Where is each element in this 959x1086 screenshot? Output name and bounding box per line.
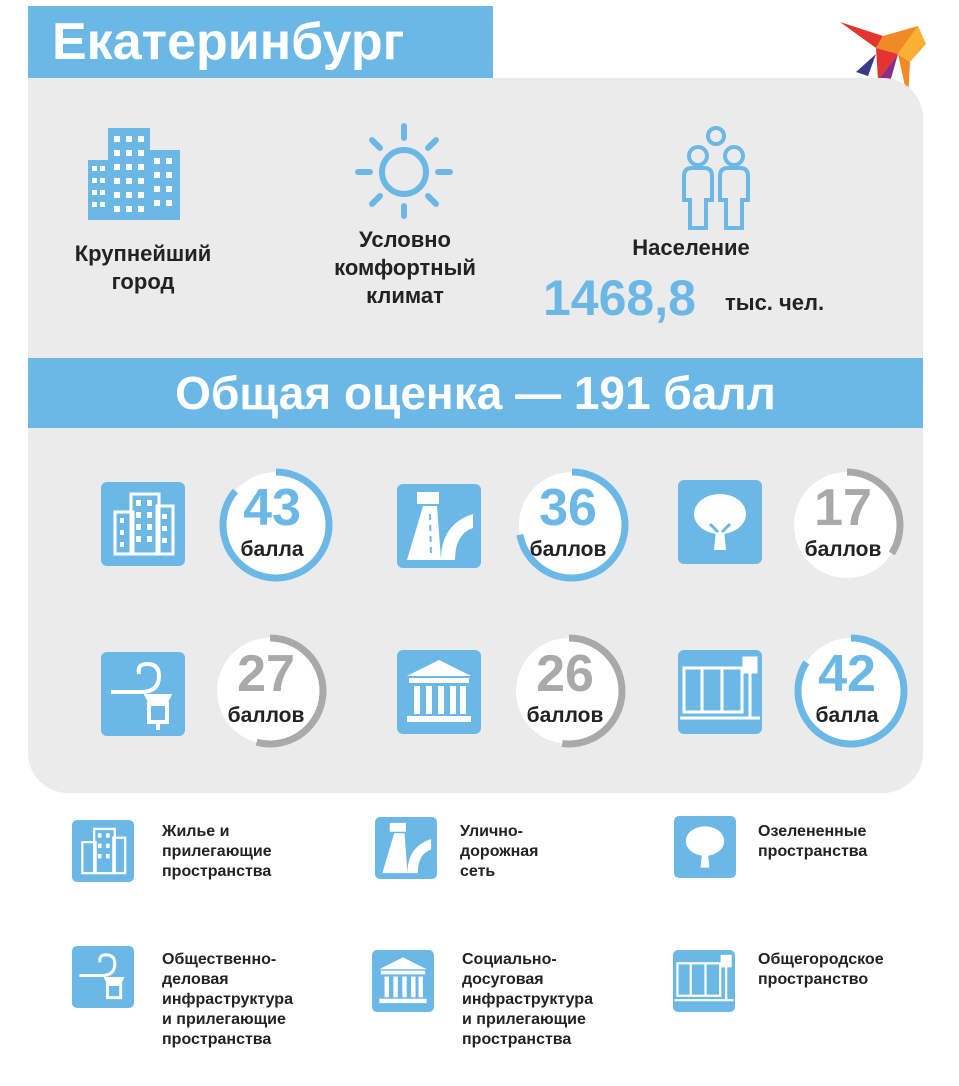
legend-line: и прилегающие bbox=[162, 1011, 286, 1028]
legend-line: Улично- bbox=[460, 823, 523, 840]
legend-line: досуговая bbox=[462, 971, 544, 988]
fact-line: Крупнейший bbox=[74, 241, 212, 266]
legend-line: пространство bbox=[758, 971, 869, 988]
street-lamp-icon bbox=[72, 946, 134, 1008]
legend-line: Общегородское bbox=[758, 951, 884, 968]
population-unit: тыс. чел. bbox=[725, 290, 825, 315]
tree-icon bbox=[674, 816, 736, 878]
legend-line: пространства bbox=[758, 843, 868, 860]
legend-label bbox=[462, 950, 632, 1050]
score-value: 36 bbox=[539, 479, 597, 537]
fact-largest-city-label bbox=[48, 240, 238, 296]
fact-line: Условно bbox=[359, 227, 451, 252]
legend-line: и прилегающие bbox=[462, 1011, 586, 1028]
overall-score: Общая оценка — 191 балл bbox=[175, 367, 776, 419]
residential-building-icon bbox=[101, 482, 185, 566]
score-gauge bbox=[211, 632, 329, 750]
legend-line: Социально- bbox=[462, 951, 557, 968]
fact-line: город bbox=[111, 269, 175, 294]
legend-line: прилегающие bbox=[162, 843, 272, 860]
fact-line: климат bbox=[366, 283, 444, 308]
people-icon bbox=[678, 124, 758, 234]
tree-icon bbox=[678, 480, 762, 564]
score-value: 17 bbox=[814, 479, 872, 537]
legend-label bbox=[460, 822, 630, 882]
score-gauge bbox=[513, 466, 631, 584]
residential-building-icon bbox=[72, 820, 134, 882]
score-unit: балла bbox=[240, 538, 304, 561]
legend-label bbox=[162, 950, 332, 1050]
score-gauge bbox=[792, 632, 910, 750]
museum-icon bbox=[372, 950, 434, 1012]
sun-icon bbox=[354, 120, 454, 220]
population-value: 1468,8 bbox=[543, 270, 696, 326]
legend-label bbox=[162, 822, 332, 882]
road-icon bbox=[397, 484, 481, 568]
legend-line: пространства bbox=[162, 1031, 272, 1048]
legend-line: дорожная bbox=[460, 843, 539, 860]
bus-stop-icon bbox=[673, 950, 735, 1012]
score-value: 43 bbox=[243, 479, 301, 537]
legend-label bbox=[758, 822, 928, 862]
fact-line: комфортный bbox=[334, 255, 476, 280]
score-gauge bbox=[788, 466, 906, 584]
legend-line: инфраструктура bbox=[162, 991, 293, 1008]
score-gauge bbox=[510, 632, 628, 750]
score-value: 27 bbox=[237, 645, 295, 703]
legend-line: инфраструктура bbox=[462, 991, 593, 1008]
score-value: 26 bbox=[536, 645, 594, 703]
legend-line: пространства bbox=[162, 863, 272, 880]
fact-population-label: Население bbox=[632, 235, 750, 260]
score-value: 42 bbox=[818, 645, 876, 703]
page-title: Екатеринбург bbox=[52, 13, 405, 71]
bus-stop-icon bbox=[678, 650, 762, 734]
score-unit: баллов bbox=[526, 704, 604, 727]
score-unit: балла bbox=[815, 704, 879, 727]
score-gauge bbox=[217, 466, 335, 584]
legend-line: Общественно- bbox=[162, 951, 277, 968]
museum-icon bbox=[397, 650, 481, 734]
street-lamp-icon bbox=[101, 652, 185, 736]
legend-line: сеть bbox=[460, 863, 496, 880]
legend-line: пространства bbox=[462, 1031, 572, 1048]
legend-line: деловая bbox=[162, 971, 229, 988]
buildings-icon bbox=[86, 126, 182, 222]
legend-line: Озелененные bbox=[758, 823, 867, 840]
legend-line: Жилье и bbox=[162, 823, 230, 840]
score-unit: баллов bbox=[529, 538, 607, 561]
score-banner bbox=[28, 358, 923, 428]
legend-label bbox=[758, 950, 928, 990]
road-icon bbox=[375, 817, 437, 879]
score-unit: баллов bbox=[227, 704, 305, 727]
score-unit: баллов bbox=[804, 538, 882, 561]
fact-climate-label bbox=[310, 226, 500, 310]
